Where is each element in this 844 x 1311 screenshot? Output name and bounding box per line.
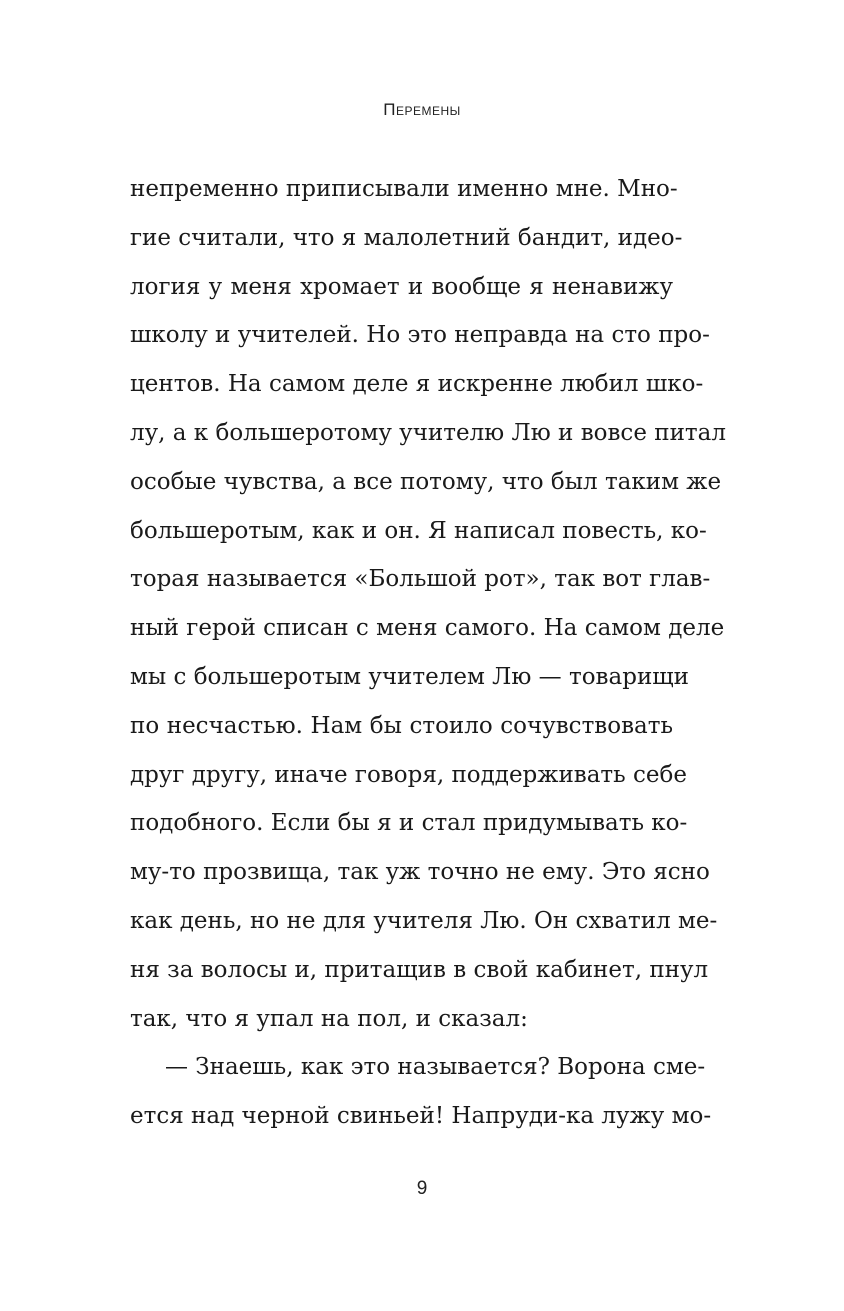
text-line: ется над черной свиньей! Напруди-ка лужу мо- [130,1103,712,1130]
text-line: гие считали, что я малолетний бандит, идео- [130,224,683,251]
text-line: школу и учителей. Но это неправда на сто про- [130,322,710,349]
text-line: подобного. Если бы я и стал придумывать ко- [130,810,688,837]
text-line: непременно приписывали именно мне. Мно- [130,176,678,202]
dialogue-line: — Знаешь, как это называется? Ворона сме- [165,1054,706,1081]
text-line: друг другу, иначе говоря, поддерживать себе [130,761,687,788]
text-line: му-то прозвища, так уж точно не ему. Это ясно [130,859,710,886]
text-line: лу, а к большеротому учителю Лю и вовсе питал [130,419,726,446]
running-head: Перемены [383,100,461,119]
text-line: ня за волосы и, притащив в свой кабинет, пнул [130,956,709,983]
body-text [130,165,726,1141]
text-line: ный герой списан с меня самого. На самом деле [130,615,725,642]
text-line: логия у меня хромает и вообще я ненавижу [130,273,673,300]
text-line: особые чувства, а все потому, что был таким же [130,468,722,495]
text-line: большеротым, как и он. Я написал повесть, ко- [130,517,707,544]
text-line-paragraph-end: так, что я упал на пол, и сказал: [130,1005,528,1032]
text-line: торая называется «Большой рот», так вот глав- [130,566,711,593]
text-line: мы с большеротым учителем Лю — товарищи [130,663,689,690]
text-line: как день, но не для учителя Лю. Он схватил ме- [130,907,718,934]
page-number: 9 [416,1178,428,1199]
text-line: по несчастью. Нам бы стоило сочувствовать [130,712,673,739]
text-line: центов. На самом деле я искренне любил шко- [130,371,704,398]
